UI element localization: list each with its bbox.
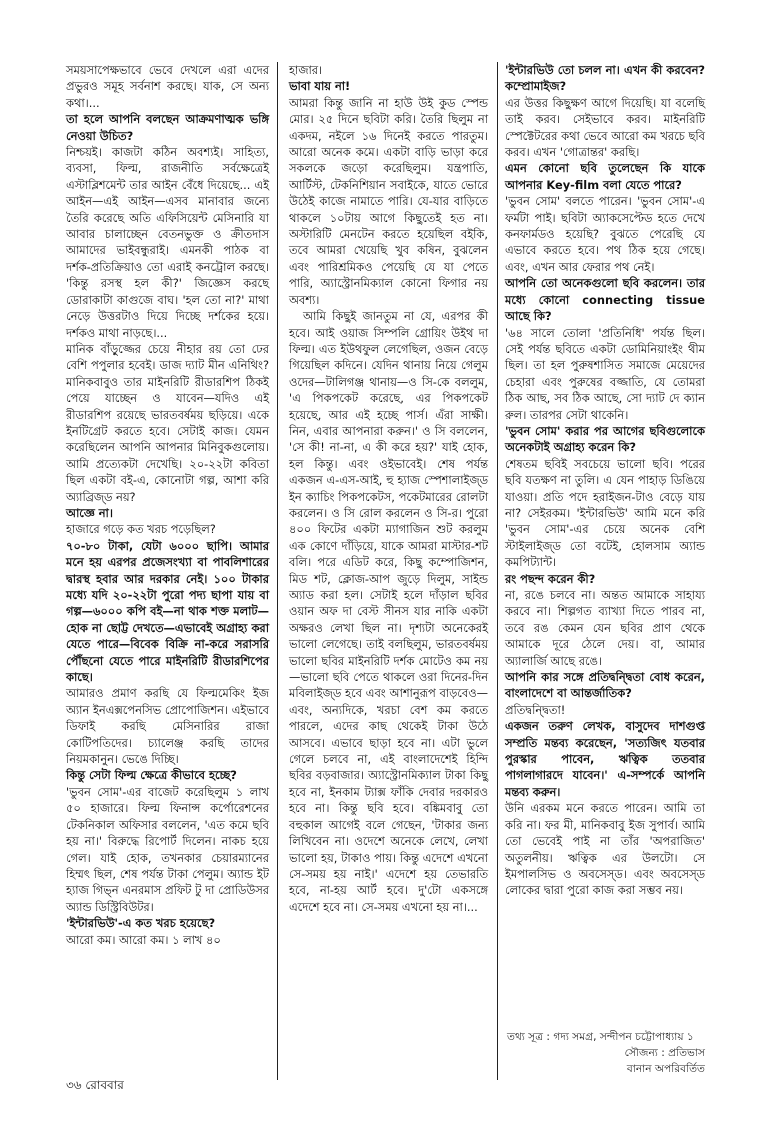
answer-paragraph: নিশ্চয়ই। কাজটা কঠিন অবশ্যই। সাহিত্য, ব্যবসা, ফিল্ম, রাজনীতি সর্বক্ষেত্রেই এস্টাব্লিশমেন্ট তার আইন বেঁধে দিয়েছে... এই আইন—এই আইন—এসব মানাবার জন্যে তৈরি করেছে অতি এফিসিয়েন্ট মেসিনারি যা আবার চালাচ্ছেন বেতনভুক্ত ও ক্রীতদাস আমাদের ভাইবন্ধুরাই। এমনকী পাঠক বা দর্শক-প্রতিক্রিয়াও তো এরাই কনট্রোল করছে। 'কিন্তু রসস্থ হল কী?' জিজ্ঞেস করছে ডোরাকাটা কাগুজে বাঘ। 'হল তো না?' মাথা নেড়ে উত্তরটাও দিয়ে দিচ্ছে দর্শকের হয়ে। দর্শকও মাথা নাড়ছে।... (66, 145, 269, 340)
article-column-1 (66, 62, 269, 948)
question-paragraph: ভাবা যায় না! (289, 79, 351, 94)
question-paragraph: আপনি কার সঙ্গে প্রতিদ্বন্দ্বিতা বোধ করেন, বাংলাদেশে বা আন্তর্জাতিক? (505, 670, 705, 701)
answer-paragraph: '৬৪ সালে তোলা 'প্রতিনিধি' পর্যন্ত ছিল। সেই পর্যন্ত ছবিতে একটা ডোমিনিয়াংইং থীম ছিল। তা হল পুরুষশাসিত সমাজে মেয়েদের চেহারা এবং পুরুষের বজ্জাতি, যে তোমরা ঠিক আছ, সব ঠিক আছে, সো দ্যাট দে ক্যান রুল। তারপর সেটা থাকেনি। (505, 325, 705, 422)
question-paragraph: একজন তরুণ লেখক, বাসুদেব দাশগুপ্ত সম্প্রতি মন্তব্য করেছেন, 'সত্যজিৎ যতবার পুরস্কার পাবেন, ঋত্বিক ততবার পাগলাগারদে যাবেন।' এ-সম্পর্কে আপনি মন্তব্য করুন। (505, 719, 705, 799)
spelling-note: বানান অপরিবর্তিত (626, 1063, 705, 1075)
answer-paragraph: শেষতম ছবিই সবচেয়ে ভালো ছবি। পরের ছবি যতক্ষণ না তুলি। এ যেন পাহাড় ডিঙিয়ে যাওয়া। প্রতি পদে হরাইজন-টাও বেড়ে যায় না? সেইরকম। 'ইন্টারভিউ' আমি মনে করি 'ভুবন সোম'-এর চেয়ে অনেক বেশি স্টাইলাইজ্ড তো বটেই, হোলসাম অ্যান্ড কমপিট্যান্ট। (505, 456, 705, 570)
source-credit: তথ্য সূত্র : গদ্য সমগ্র, সন্দীপন চট্টোপাধ্যায় ১ (507, 1031, 694, 1043)
question-paragraph: আজ্ঞে না। (66, 505, 113, 520)
answer-paragraph: 'ভুবন সোম'-এর বাজেট করেছিলুম ১ লাখ ৫০ হাজারে। ফিল্ম ফিনান্স কর্পোরেশনের টেকনিকাল অফিসার বললেন, 'এত কমে ছবি হয় না।' বিরুদ্ধে রিপোর্ট দিলেন। নাকচ হয়ে গেল। যাই হোক, তখনকার চেয়ারম্যানের হিম্মৎ ছিল, শেষ পর্যন্ত টাকা পেলুম। অ্যান্ড ইট হ্যাজ গিভ্ন এনরমাস প্রফিট টু দা প্রোডিউসর অ্যান্ড ডিস্ট্রিবিউটর। (66, 784, 269, 914)
column-divider (277, 62, 278, 1080)
answer-paragraph: আমি কিছুই জানতুম না যে, এরপর কী হবে। আই ওয়াজ সিম্পলি গ্রোয়িং উইথ দা ফিল্ম। এত ইউথফুল লেগেছিল, ওজন বেড়ে গিয়েছিল কদিনে। যেদিন থানায় নিয়ে গেলুম ওদের—টালিগঞ্জ থানায়—ও সি-কে বললুম, 'এ পিকপকেট করেছে, এর পিকপকেট হয়েছে, আর এই হচ্ছে পার্স। এঁরা সাক্ষী। নিন, এবার আপনারা করুন।' ও সি বললেন, 'সে কী! না-না, এ কী করে হয়?' যাই হোক, হল কিন্তু। এবং ওইভাবেই। শেষ পর্যন্ত একজন এ-এস-আই, হু হ্যাজ স্পেশালাইজ্ড ইন ক্যাচিং পিকপকেটস, পকেটমারের রোলটা করলেন। ও সি রোল করলেন ও সি-র। পুরো ৪০০ ফিটের একটা ম্যাগাজিন শুট করলুম এক কোণে দাঁড়িয়ে, যাকে আমরা মাস্টার-শট বলি। পরে এডিট করে, কিছু কম্পোজিশন, মিড শট, ক্লোজ-আপ জুড়ে দিলুম, সাইন্ড অ্যাড করা হল। সেটাই হলে দাঁড়াল ছবির ওয়ান অফ দা বেস্ট সীনস যার নাকি একটা অক্ষরও লেখা ছিল না। দৃশ্যটা অনেকেরই ভালো লেগেছে। তাই বলছিলুম, ভারতবর্ষময় ভালো ছবির মাইনরিটি দর্শক মোটেও কম নয়—ভালো ছবি পেতে থাকলে ওরা দিনের-দিন মবিলাইজ্ড হবে এবং আশানুরূপ বাড়বেও—এবং, অন্যদিকে, খরচা বেশ কম করতে পারলে, এদের কাছ থেকেই টাকা উঠে আসবে। এভাবে ছাড়া হবে না। এটা ভুলে গেলে চলবে না, এই বাংলাদেশেই হিন্দি ছবির বড়বাজার। অ্যাস্ট্রোনমিক্যাল টাকা কিছু হবে না, ইনকাম ট্যাক্স ফাঁকি দেবার দরকারও হবে না। কিন্তু ছবি হবে। বঙ্কিমবাবু তো বহুকাল আগেই বলে গেছেন, 'টাকার জন্য লিখিবেন না। ওদেশে অনেকে লেখে, লেখা ভালো হয়, টাকাও পায়। কিন্তু এদেশে এখনো সে-সময় হয় নাই।' এদেশে হয় তেভারতি হবে, না-হয় আর্ট হবে। দু'টো একসঙ্গে এদেশে হবে না। সে-সময় এখনো হয় না।... (289, 309, 488, 914)
answer-paragraph: আমারও প্রমাণ করছি যে ফিল্মমেকিং ইজ অ্যান ইনএক্সপেনসিভ প্রোপোজিশন। এইভাবে ডিফাই করছি মেসিনারির রাজা কোটিপতিদের। চ্যালেঞ্জ করছি তাদের নিয়মকানুন। ভেঙে দিচ্ছি। (66, 686, 269, 767)
answer-paragraph: সময়সাপেক্ষভাবে ভেবে দেখলে এরা এদের প্রভুরও সমূহ সর্বনাশ করছে। যাক, সে অন্য কথা।... (66, 63, 269, 110)
answer-paragraph: প্রতিদ্বন্দ্বিতা! (505, 702, 566, 717)
question-paragraph: তা হলে আপনি বলছেন আক্রমণাত্মক ভঙ্গি নেওয়া উচিত? (66, 112, 269, 143)
page-folio: ৩৬ রোববার (66, 1078, 124, 1092)
courtesy-credit: সৌজন্য : প্রতিভাস (624, 1047, 705, 1059)
answer-paragraph: না, রঙে চলবে না। অন্তত আমাকে সাহায্য করবে না। শিল্পগত ব্যাখ্যা দিতে পারব না, তবে রঙ কেমন যেন ছবির প্রাণ থেকে আমাকে দূরে ঠেলে দেয়। বা, আমার অ্যালার্জি আছে রঙে। (505, 588, 705, 668)
answer-paragraph: উনি এরকম মনে করতে পারেন। আমি তা করি না। ফর মী, মানিকবাবু ইজ সুপার্ব। আমি তো ভেবেই পাই না তাঁর 'অপরাজিত' অতুলনীয়। ঋত্বিক এর উলটো। সে ইমপালসিভ ও অবসেস্ড। এবং অবসেস্ড লোকের দ্বারা পুরো কাজ করা সম্ভব নয়। (505, 801, 705, 898)
question-paragraph: কিন্তু সেটা ফিল্ম ক্ষেত্রে কীভাবে হচ্ছে? (66, 768, 237, 783)
answer-paragraph: হাজারে গড়ে কত খরচ পড়েছিল? (66, 522, 216, 537)
article-column-3 (505, 62, 705, 899)
answer-paragraph: আরো কম। আরো কম। ১ লাখ ৪০ (66, 932, 221, 947)
answer-paragraph: হাজার। (289, 63, 323, 77)
article-column-2 (289, 62, 488, 915)
question-paragraph: 'ভুবন সোম' করার পর আগের ছবিগুলোকে অনেকটাই অগ্রাহ্য করেন কি? (505, 423, 705, 455)
answer-paragraph: এর উত্তর কিছুক্ষণ আগে দিয়েছি। যা বলেছি তাই করব। সেইভাবে করব। মাইনরিটি স্পেক্টেটরের কথা ভেবে আরো কম খরচে ছবি করব। এখন 'গোত্রান্তর' করছি। (505, 95, 705, 160)
credits-block (505, 1029, 705, 1077)
answer-paragraph: মানিক বাঁড়ুজ্জের চেয়ে নীহার রয় তো ঢের বেশি পপুলার হবেই। ডাজ দ্যাট মীন এনিথিং? মানিকবাবুও তার মাইনরিটি রীডারশিপ ঠিকই পেয়ে যাচ্ছেন ও যাবেন—যদিও এই রীডারশিপ রয়েছে ভারতবর্ষময় ছড়িয়ে। একে ইনটিগ্রেট করতে হবে। সেটাই কাজ। যেমন করেছিলেন আপনি আপনার মিনিবুকগুলোয়। আমি প্রত্যেকটা দেখেছি। ২০-২২টা কবিতা ছিল একটা বই-এ, কোনোটা গল্প, আশা করি অ্যাব্রিজ্ড নয়? (66, 341, 269, 504)
question-paragraph: 'ইন্টারভিউ'-এ কত খরচ হয়েছে? (66, 916, 216, 931)
question-paragraph: ৭০-৮০ টাকা, যেটা ৬০০০ ছাপি। আমার মনে হয় এরপর প্রজেসংখ্যা বা পাবলিশারের দ্বারস্থ হবার আর দরকার নেই। ১০০ টাকার মধ্যে যদি ২০-২২টা পুরো পদ্য ছাপা যায় বা গল্প—৬০০০ কপি বই—না থাক শক্ত মলাট—হোক না ছোট্ট দেখতে—এভাবেই অগ্রাহ্য করা যেতে পারে—বিবেক বিক্রি না-করে সরাসরি পৌঁছনো যেতে পারে মাইনরিটি রীডারশিপের কাছে। (66, 538, 269, 685)
question-paragraph: আপনি তো অনেকগুলো ছবি করলেন। তার মধ্যে কোনো connecting tissue আছে কি? (505, 276, 705, 324)
answer-paragraph: আমরা কিন্তু জানি না হাউ উই কুড স্পেন্ড মোর। ২৫ দিনে ছবিটা করি। তৈরি ছিলুম না একদম, নইলে ১৬ দিনেই করতে পারতুম। আরো অনেক কমে। একটা বাড়ি ভাড়া করে সকলকে জড়ো করেছিলুম। যন্ত্রপাতি, আর্টিস্ট, টেকনিশিয়ান সবাইকে, যাতে ভোরে উঠেই কাজে নামাতে পারি। যে-যার বাড়িতে থাকলে ১০টায় আগে কিছুতেই হত না। অস্টারিটি মেনটেন করতে হয়েছিল বইকি, তবে আমরা খেয়েছি খুব কষিন, বুঝলেন এবং পারিশ্রমিকও পেয়েছি যে যা পেতে পারি, অ্যাস্ট্রোনমিক্যাল কোনো ফিগার নয় অবশ্য। (289, 95, 488, 307)
question-paragraph: রং পছন্দ করেন কী? (505, 571, 596, 586)
question-paragraph: 'ইন্টারভিউ তো চলল না। এখন কী করবেন? কম্প্রোমাইজ? (505, 63, 705, 94)
column-divider (497, 62, 498, 1080)
answer-paragraph: 'ভুবন সোম' বলতে পারেন। 'ভুবন সোম'-এ ফর্মটা পাই। ছবিটা অ্যাকসেপ্টেড হতে দেখে কনফার্মডও হয়েছি? বুঝতে পেরেছি যে এভাবে করতে হবে। পথ ঠিক হয়ে গেছে। এবং, এখন আর ফেরার পথ নেই। (505, 194, 705, 274)
question-paragraph: এমন কোনো ছবি তুলেছেন কি যাকে আপনার Key-film বলা যেতে পারে? (505, 161, 705, 192)
